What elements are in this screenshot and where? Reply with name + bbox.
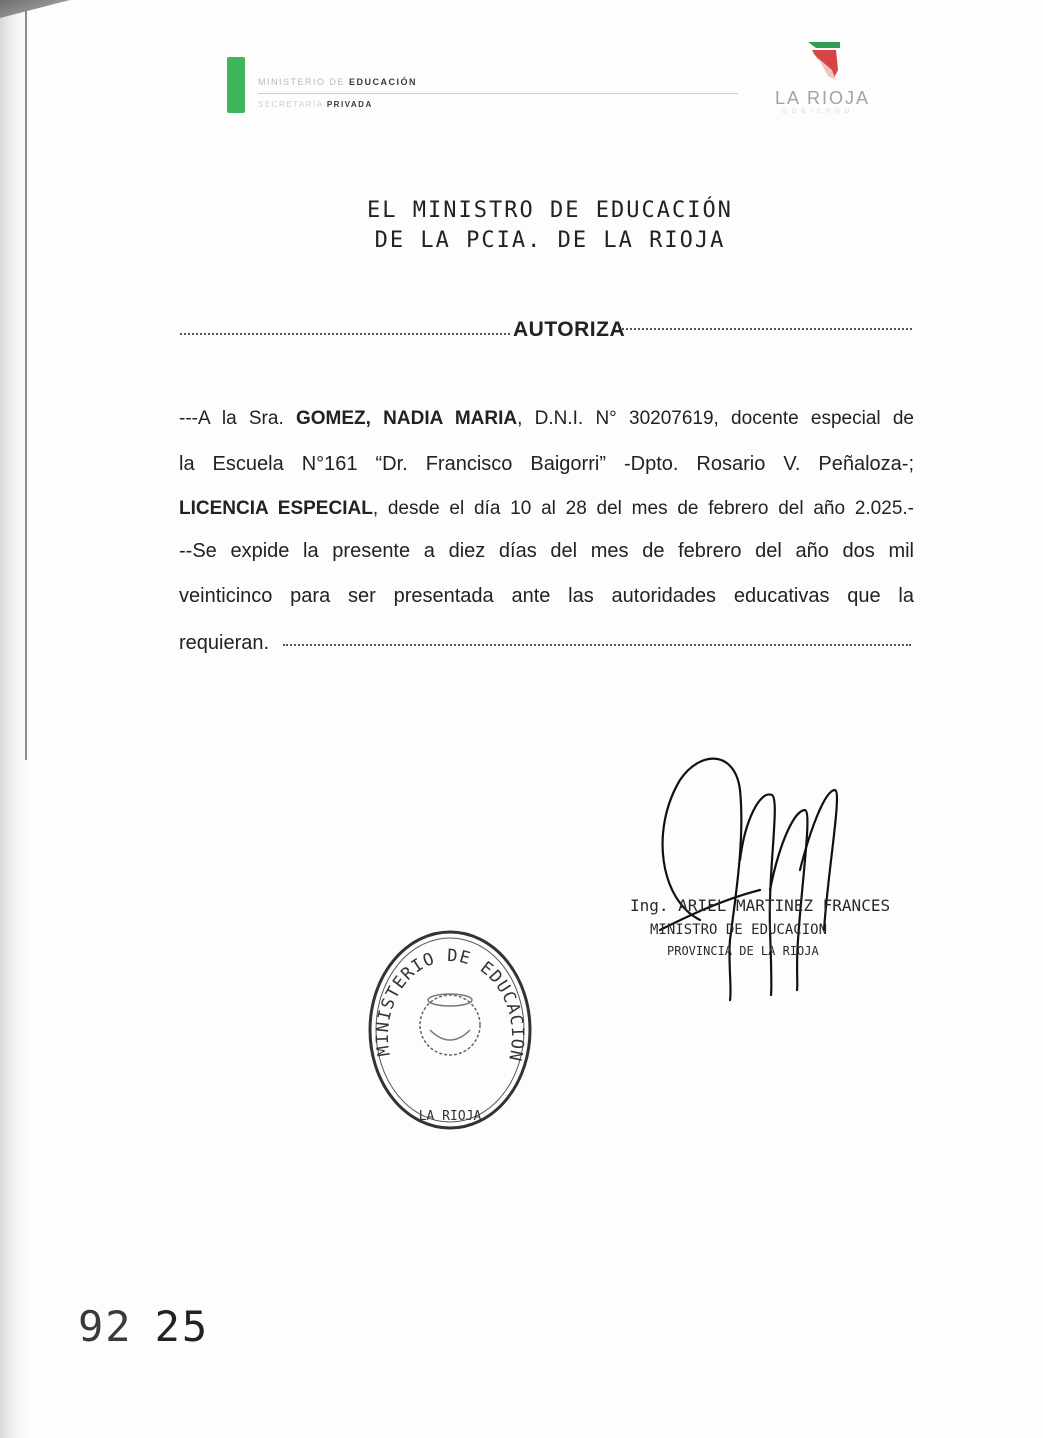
signatory-province: PROVINCIA DE LA RIOJA — [667, 944, 819, 958]
body-line-4: --Se expide la presente a diez días del mes de febrero del año dos mil — [179, 540, 914, 562]
signatory-title: MINISTRO DE EDUCACION — [650, 922, 828, 938]
letterhead-accent-bar — [227, 57, 245, 113]
handwritten-signature — [640, 750, 870, 1010]
document-number-part-1: 92 — [78, 1302, 133, 1351]
action-dash-right — [622, 328, 912, 330]
letterhead-office-prefix: SECRETARÍA — [258, 100, 324, 109]
letterhead-office-name: PRIVADA — [326, 100, 373, 109]
scan-edge-line — [25, 0, 27, 760]
document-number-part-2: 25 — [154, 1302, 210, 1351]
document-number — [78, 1302, 209, 1351]
body-line-6: requieran. — [179, 632, 270, 654]
letterhead-ministry-name: EDUCACIÓN — [349, 77, 418, 87]
action-dash-left — [180, 333, 510, 335]
body-line-2: la Escuela N°161 “Dr. Francisco Baigorri” -Dpto. Rosario V. Peñaloza-; — [179, 453, 914, 475]
body-line-3 — [179, 496, 914, 522]
heading-line-1: EL MINISTRO DE EDUCACIÓN — [367, 198, 733, 223]
action-word: AUTORIZA — [513, 318, 626, 341]
letterhead-brand-sub: GOBIERNO — [782, 109, 855, 115]
svg-text:MINISTERIO DE EDUCACION — [373, 946, 527, 1064]
heading-line-2: DE LA PCIA. DE LA RIOJA — [374, 228, 726, 253]
letterhead-office — [258, 100, 373, 109]
body-line-5: veinticinco para ser presentada ante las autoridades educativas que la — [179, 585, 914, 607]
document-heading — [250, 196, 850, 256]
scan-edge-shadow — [0, 0, 28, 1438]
action-row — [180, 318, 913, 344]
letterhead-brand: LA RIOJA — [775, 88, 871, 108]
la-rioja-logo-icon — [806, 40, 846, 84]
letterhead-rule — [258, 93, 738, 94]
body-line-1 — [179, 406, 914, 432]
body-line-1-post: , D.N.I. N° 30207619, docente especial de — [517, 408, 914, 429]
person-name: GOMEZ, NADIA MARIA — [295, 408, 518, 429]
ministry-seal-icon — [360, 920, 540, 1135]
seal-bottom-text: LA RIOJA — [418, 1109, 482, 1124]
signatory-name: Ing. ARIEL MARTINEZ FRANCES — [630, 896, 891, 915]
scan-corner — [0, 0, 70, 18]
letterhead-ministry-prefix: MINISTERIO DE — [258, 77, 346, 87]
body-line-1-pre: ---A la Sra. — [179, 408, 296, 429]
seal-ring-text: MINISTERIO DE EDUCACION — [372, 945, 528, 1064]
letterhead-ministry — [258, 77, 417, 87]
body-line-3-post: , desde el día 10 al 28 del mes de febrero del año 2.025.- — [372, 498, 914, 519]
license-type: LICENCIA ESPECIAL — [179, 498, 373, 519]
closing-dash-line — [283, 644, 911, 646]
